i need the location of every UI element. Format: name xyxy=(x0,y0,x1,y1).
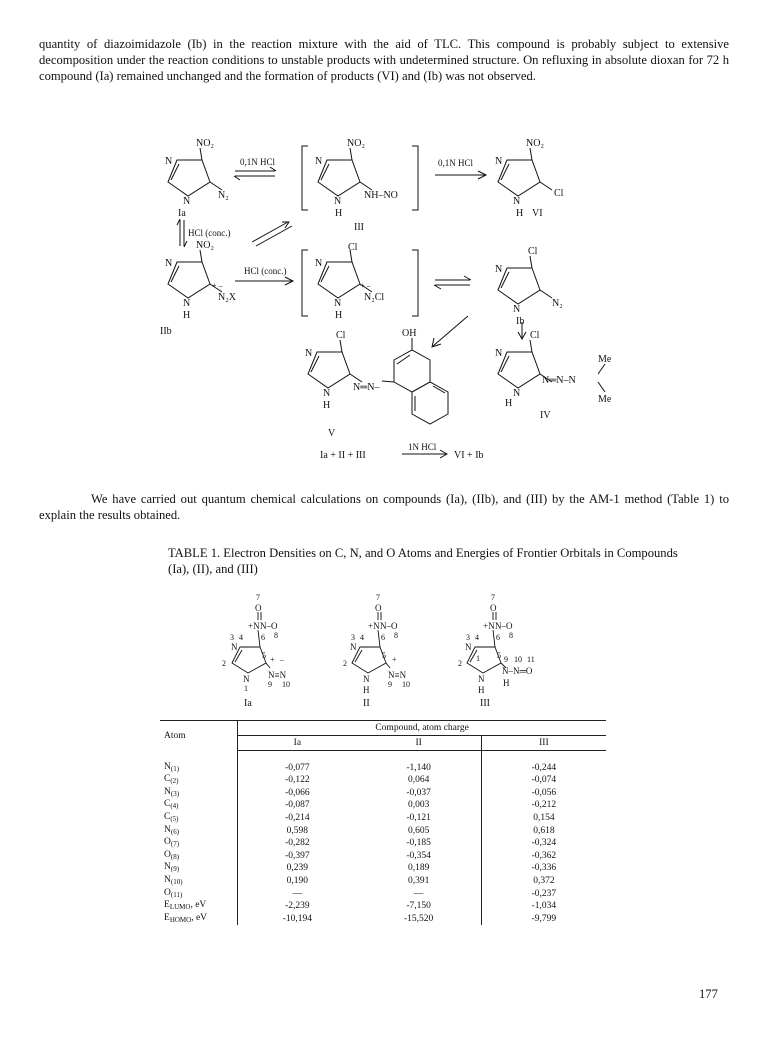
row-atom: $O_{(11)}$ xyxy=(164,887,183,899)
table-row xyxy=(160,850,606,863)
row-value-ia: 0,190 xyxy=(238,875,357,888)
iii-n7: 7 xyxy=(491,593,495,602)
vi-n1: N xyxy=(513,196,521,207)
v-h: H xyxy=(323,400,331,411)
int-n1: N xyxy=(334,298,342,309)
ia-n7: 7 xyxy=(256,593,260,602)
iii-label: III xyxy=(354,222,364,233)
int-n2cl: N₂Cl xyxy=(364,292,385,303)
hcl-conc-horizontal: HCl (conc.) xyxy=(244,266,287,276)
header-col-ia: Ia xyxy=(238,735,357,751)
iib-charges: + – xyxy=(212,281,223,290)
iv-triazene: N═N–N xyxy=(542,375,576,386)
vi-no2: NO₂ xyxy=(526,138,544,149)
ia-nplus: +N xyxy=(248,621,260,631)
row-value-ia: 0,239 xyxy=(238,862,357,875)
ia-n2num: 2 xyxy=(222,659,226,668)
row-value-ia: -0,066 xyxy=(238,787,357,800)
iii-nplus: +N xyxy=(483,621,495,631)
table-row xyxy=(160,774,606,787)
iib-label: IIb xyxy=(160,326,172,337)
row-value-ia: -0,282 xyxy=(238,837,357,850)
row-value-ia: -0,077 xyxy=(238,751,357,775)
table-row xyxy=(160,900,606,913)
ia-n5num: 5 xyxy=(262,651,266,660)
ia-n2: N₂ xyxy=(218,190,229,201)
table-structures xyxy=(200,590,560,715)
row-value-ia: -0,087 xyxy=(238,799,357,812)
table-row xyxy=(160,825,606,838)
iii-o7: O xyxy=(490,603,497,613)
ib-cl: Cl xyxy=(528,246,538,257)
row-atom: $N_{(1)}$ xyxy=(164,761,180,773)
row-atom: $N_{(9)}$ xyxy=(164,862,180,874)
ii-n9num: 9 xyxy=(388,680,392,689)
iii-n11num: 11 xyxy=(527,655,535,664)
ia-n1num: 1 xyxy=(244,684,248,693)
row-value-ia: — xyxy=(238,888,357,901)
ii-no: N–O xyxy=(380,621,398,631)
vi-label: VI xyxy=(532,208,543,219)
int-cl: Cl xyxy=(348,242,358,253)
row-value-ii: -15,520 xyxy=(404,913,434,924)
ia-plus: + xyxy=(270,655,275,664)
table-row xyxy=(160,837,606,850)
ia-n1: N xyxy=(243,674,250,684)
int-n3: N xyxy=(315,258,323,269)
row-value-iii: 0,618 xyxy=(481,825,606,838)
row-value-ii: 0,605 xyxy=(407,825,430,836)
iii-n5num: 5 xyxy=(497,651,501,660)
row-value-iii: -0,212 xyxy=(481,799,606,812)
row-value-ii: 0,064 xyxy=(407,775,430,786)
ia-no: N–O xyxy=(260,621,278,631)
ia-n4num: 4 xyxy=(239,633,243,642)
ii-n3: N xyxy=(350,642,357,652)
header-atom: Atom xyxy=(160,721,238,751)
ii-n7: 7 xyxy=(376,593,380,602)
iii-n3num: 3 xyxy=(466,633,470,642)
row-value-ii: 0,003 xyxy=(407,800,430,811)
iii-nhno: NH–NO xyxy=(364,190,398,201)
row-value-ii: -0,037 xyxy=(406,787,431,798)
row-value-iii: -0,074 xyxy=(481,774,606,787)
header-col-ii: II xyxy=(357,735,482,751)
row-value-ii: 0,391 xyxy=(407,876,430,887)
row-atom: $N_{(10)}$ xyxy=(164,875,183,887)
iv-me-top: Me xyxy=(598,354,612,365)
iii-h1: H xyxy=(478,685,485,695)
iii-n4num: 4 xyxy=(475,633,479,642)
ii-n8num: 8 xyxy=(394,631,398,640)
intro-paragraph: quantity of diazoimidazole (Ib) in the reaction mixture with the aid of TLC. This compound is probably subject to extensive decomposition under the reaction conditions to unstable products with undetermined structure. On refluxing in absolute dioxan for 72 h compound (Ia) remained unchanged and the formation of products (VI) and (Ib) was not observed. xyxy=(39,37,729,83)
ii-plus: + xyxy=(392,655,397,664)
iv-h: H xyxy=(505,398,513,409)
ii-n3num: 3 xyxy=(351,633,355,642)
vi-cl: Cl xyxy=(554,188,564,199)
v-label: V xyxy=(328,428,336,439)
equation-right: VI + Ib xyxy=(454,450,484,461)
row-atom: $E_{LUMO}$, eV xyxy=(164,900,207,912)
row-atom: $O_{(8)}$ xyxy=(164,849,180,861)
row-atom: $O_{(7)}$ xyxy=(164,837,180,849)
iii-n1num: 1 xyxy=(476,654,480,663)
ia-o7: O xyxy=(255,603,262,613)
ia-struct-label: Ia xyxy=(244,698,252,709)
ib-n2: N₂ xyxy=(552,298,563,309)
table-row xyxy=(160,913,606,926)
hcl-conc-vertical: HCl (conc.) xyxy=(188,228,231,238)
hcl01-left: 0,1N HCl xyxy=(240,157,276,167)
ib-n1: N xyxy=(513,304,521,315)
iii-n1: N xyxy=(334,196,342,207)
row-value-iii: -0,336 xyxy=(481,862,606,875)
ia-n6num: 6 xyxy=(261,633,265,642)
equation-reagent: 1N HCl xyxy=(408,442,437,452)
ii-n2num: 2 xyxy=(343,659,347,668)
vi-n3: N xyxy=(495,156,503,167)
table-row xyxy=(160,888,606,901)
iv-cl: Cl xyxy=(530,330,540,341)
row-value-ii: -0,354 xyxy=(406,850,431,861)
v-n3: N xyxy=(305,348,313,359)
iib-no2: NO₂ xyxy=(196,240,214,251)
row-value-ii: -7,150 xyxy=(406,901,431,912)
table-row xyxy=(160,787,606,800)
iii-no: N–O xyxy=(495,621,513,631)
electron-density-table xyxy=(160,720,606,925)
ii-struct-label: II xyxy=(363,698,370,709)
row-value-ia: -0,214 xyxy=(238,812,357,825)
row-value-iii: 0,372 xyxy=(481,875,606,888)
iib-h: H xyxy=(183,310,191,321)
ii-n4num: 4 xyxy=(360,633,364,642)
ia-no2: NO₂ xyxy=(196,138,214,149)
iv-me-bottom: Me xyxy=(598,394,612,405)
row-value-ia: 0,598 xyxy=(238,825,357,838)
table-row xyxy=(160,862,606,875)
row-value-ia: -10,194 xyxy=(238,913,357,926)
ii-o7: O xyxy=(375,603,382,613)
row-atom: $C_{(4)}$ xyxy=(164,799,179,811)
quantum-paragraph: We have carried out quantum chemical calculations on compounds (Ia), (IIb), and (III) by the AM-1 method (Table 1) to explain the results obtained. xyxy=(39,492,729,522)
row-value-iii: -0,056 xyxy=(481,787,606,800)
v-oh: OH xyxy=(402,328,417,339)
row-value-iii: -0,324 xyxy=(481,837,606,850)
ia-n3: N xyxy=(165,156,173,167)
iii-n8num: 8 xyxy=(509,631,513,640)
iv-n1: N xyxy=(513,388,521,399)
row-value-iii: -9,799 xyxy=(481,913,606,926)
ii-nn: N≡N xyxy=(388,670,407,680)
vi-h: H xyxy=(516,208,524,219)
iii-n10num: 10 xyxy=(514,655,522,664)
iii-n3: N xyxy=(465,642,472,652)
hcl01-right: 0,1N HCl xyxy=(438,158,474,168)
ia-label: Ia xyxy=(178,208,186,219)
ii-n5num: 5 xyxy=(382,651,386,660)
header-col-iii: III xyxy=(481,735,606,751)
iii-struct-label: III xyxy=(480,698,490,709)
row-value-ia: -0,397 xyxy=(238,850,357,863)
ia-minus: – xyxy=(280,655,284,664)
row-atom: $N_{(6)}$ xyxy=(164,824,180,836)
ib-n3: N xyxy=(495,264,503,275)
iib-n3: N xyxy=(165,258,173,269)
iv-label: IV xyxy=(540,410,551,421)
iii-n2num: 2 xyxy=(458,659,462,668)
iii-n1: N xyxy=(478,674,485,684)
ia-n10num: 10 xyxy=(282,680,290,689)
row-value-ii: -1,140 xyxy=(406,762,431,773)
ia-n8: 8 xyxy=(274,631,278,640)
row-atom: $C_{(2)}$ xyxy=(164,774,179,786)
iib-n2x: N₂X xyxy=(218,292,236,303)
ia-n9num: 9 xyxy=(268,680,272,689)
row-value-ii: 0,189 xyxy=(407,863,430,874)
ia-n1: N xyxy=(183,196,191,207)
iii-n3: N xyxy=(315,156,323,167)
header-group: Compound, atom charge xyxy=(238,721,606,736)
ib-label: Ib xyxy=(516,316,525,327)
row-value-iii: -0,244 xyxy=(481,751,606,775)
row-atom: $N_{(3)}$ xyxy=(164,786,180,798)
iii-h: H xyxy=(335,208,343,219)
iii-nno: N–N═O xyxy=(502,666,533,676)
iib-n1: N xyxy=(183,298,191,309)
table-body xyxy=(160,751,606,926)
ia-n3num: 3 xyxy=(230,633,234,642)
row-value-ii: -0,121 xyxy=(406,813,431,824)
iv-n3: N xyxy=(495,348,503,359)
iii-h9: H xyxy=(503,678,510,688)
table-row xyxy=(160,751,606,775)
int-h: H xyxy=(335,310,343,321)
table-row xyxy=(160,812,606,825)
row-value-ia: -2,239 xyxy=(238,900,357,913)
row-atom: $C_{(5)}$ xyxy=(164,812,179,824)
v-azo: N═N– xyxy=(353,382,380,393)
row-value-ia: -0,122 xyxy=(238,774,357,787)
row-value-iii: 0,154 xyxy=(481,812,606,825)
row-value-iii: -0,237 xyxy=(481,888,606,901)
v-n1: N xyxy=(323,388,331,399)
v-cl: Cl xyxy=(336,330,346,341)
iii-n6num: 6 xyxy=(496,633,500,642)
row-value-iii: -0,362 xyxy=(481,850,606,863)
table-row xyxy=(160,799,606,812)
iii-n9num: 9 xyxy=(504,655,508,664)
ia-nn: N≡N xyxy=(268,670,287,680)
ii-n1: N xyxy=(363,674,370,684)
ii-nplus: +N xyxy=(368,621,380,631)
table-caption: TABLE 1. Electron Densities on C, N, and O Atoms and Energies of Frontier Orbitals in Compounds (Ia), (II), and (III) xyxy=(168,546,678,576)
row-value-ii: — xyxy=(413,888,424,899)
int-charges: + – xyxy=(360,281,371,290)
row-atom: $E_{HOMO}$, eV xyxy=(164,912,208,924)
table-row xyxy=(160,875,606,888)
row-value-iii: -1,034 xyxy=(481,900,606,913)
ii-n6num: 6 xyxy=(381,633,385,642)
ii-h: H xyxy=(363,685,370,695)
page-number: 177 xyxy=(699,987,718,1001)
row-value-ii: -0,185 xyxy=(406,838,431,849)
ii-n10num: 10 xyxy=(402,680,410,689)
iii-no2: NO₂ xyxy=(347,138,365,149)
ia-n3: N xyxy=(231,642,238,652)
equation-left: Ia + II + III xyxy=(320,450,366,461)
reaction-scheme xyxy=(150,138,620,478)
